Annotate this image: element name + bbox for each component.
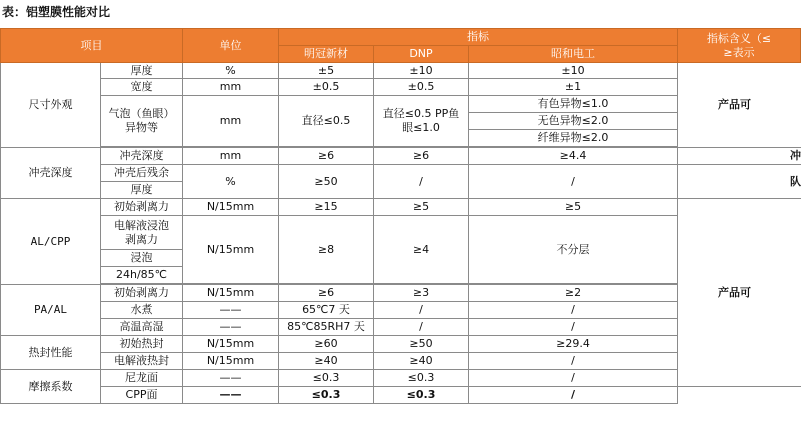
value-b3: /: [469, 165, 678, 199]
meaning-residual: 队: [678, 165, 801, 199]
value-b1: ≥50: [279, 165, 374, 199]
row-label: [101, 216, 183, 250]
header-brand-dnp: DNP: [374, 46, 469, 63]
row-unit: ——: [183, 387, 279, 404]
header-meaning-line2: ≥表示: [723, 45, 755, 59]
value-b3: ±1: [469, 79, 678, 96]
row-label: CPP面: [101, 387, 183, 404]
group-al-cpp: AL/CPP: [1, 199, 101, 285]
value-b1: 65℃7 天: [279, 302, 374, 319]
row-label: 冲壳后残余: [101, 165, 183, 182]
row-label: 初始热封: [101, 336, 183, 353]
header-brand-mingguan: 明冠新材: [279, 46, 374, 63]
value-b2: ≥6: [374, 148, 469, 165]
row-label: 厚度: [101, 63, 183, 79]
value-b2: ±10: [374, 63, 469, 79]
value-b3: 纤维异物≤2.0: [469, 130, 678, 147]
value-b2: ±0.5: [374, 79, 469, 96]
meaning-product-1: 产品可: [678, 63, 801, 148]
meaning-product-2: 产品可: [678, 199, 801, 387]
row-unit: N/15mm: [183, 336, 279, 353]
value-b2: /: [374, 319, 469, 336]
value-b3: ≥4.4: [469, 148, 678, 165]
group-pa-al: PA/AL: [1, 285, 101, 336]
row-unit: %: [183, 63, 279, 79]
value-b3: 不分层: [469, 216, 678, 284]
value-b1: 直径≤0.5: [279, 96, 374, 147]
row-unit: N/15mm: [183, 353, 279, 370]
row-label: [101, 96, 183, 147]
value-b1: ≤0.3: [279, 370, 374, 387]
row-unit: mm: [183, 148, 279, 165]
row-label: 电解液热封: [101, 353, 183, 370]
header-unit: 单位: [183, 29, 279, 63]
row-label-line: 剥离力: [125, 232, 158, 246]
group-size-appearance: 尺寸外观: [1, 63, 101, 148]
value-b3: /: [469, 302, 678, 319]
row-label: 尼龙面: [101, 370, 183, 387]
value-b1: ±5: [279, 63, 374, 79]
row-unit: ——: [183, 302, 279, 319]
value-b1: 85℃85RH7 天: [279, 319, 374, 336]
row-unit: N/15mm: [183, 216, 279, 284]
row-unit: ——: [183, 370, 279, 387]
value-b3: 无色异物≤2.0: [469, 113, 678, 130]
row-unit: N/15mm: [183, 199, 279, 216]
value-b2: ≥3: [374, 285, 469, 302]
row-unit: %: [183, 165, 279, 199]
row-label: 24h/85℃: [101, 267, 183, 284]
value-b3: 有色异物≤1.0: [469, 96, 678, 113]
value-b3: ±10: [469, 63, 678, 79]
value-b2: ≤0.3: [374, 370, 469, 387]
value-b3: /: [469, 319, 678, 336]
value-b1: ≥6: [279, 285, 374, 302]
value-b3: ≥29.4: [469, 336, 678, 353]
group-friction: 摩擦系数: [1, 370, 101, 404]
value-b1: ±0.5: [279, 79, 374, 96]
row-label: 高温高湿: [101, 319, 183, 336]
value-b3: /: [469, 353, 678, 370]
group-heat-seal: 热封性能: [1, 336, 101, 370]
row-label: 水煮: [101, 302, 183, 319]
row-unit: ——: [183, 319, 279, 336]
value-b2: /: [374, 302, 469, 319]
value-b2: [374, 96, 469, 147]
value-line: 眼≤1.0: [402, 121, 440, 134]
header-item: 项目: [1, 29, 183, 63]
value-b3: ≥2: [469, 285, 678, 302]
row-label: 冲壳深度: [101, 148, 183, 165]
value-b1: ≤0.3: [279, 387, 374, 404]
value-b3: /: [469, 387, 678, 404]
value-line: 直径≤0.5 PP鱼: [382, 107, 460, 120]
value-b2: ≥40: [374, 353, 469, 370]
row-label: 初始剥离力: [101, 199, 183, 216]
value-b3: /: [469, 370, 678, 387]
row-unit: N/15mm: [183, 285, 279, 302]
row-label: 初始剥离力: [101, 285, 183, 302]
value-b2: /: [374, 165, 469, 199]
aluminum-plastic-film-comparison-table: [0, 28, 801, 404]
value-b1: ≥40: [279, 353, 374, 370]
row-label: 厚度: [101, 182, 183, 199]
row-label: 浸泡: [101, 250, 183, 267]
group-punch-depth: 冲壳深度: [1, 148, 101, 199]
value-b2: ≥50: [374, 336, 469, 353]
value-b1: ≥6: [279, 148, 374, 165]
value-b2: ≤0.3: [374, 387, 469, 404]
value-b3: ≥5: [469, 199, 678, 216]
row-unit: mm: [183, 96, 279, 147]
table-caption: 表：铝塑膜性能对比: [2, 5, 111, 19]
value-b2: ≥5: [374, 199, 469, 216]
row-label: 宽度: [101, 79, 183, 96]
value-b2: ≥4: [374, 216, 469, 284]
row-label-line: 气泡（鱼眼）: [108, 107, 175, 120]
header-brand-showa: 昭和电工: [469, 46, 678, 63]
header-indicator: 指标: [279, 29, 678, 46]
row-label-line: 电解液浸泡: [114, 218, 169, 232]
value-b1: ≥60: [279, 336, 374, 353]
row-unit: mm: [183, 79, 279, 96]
value-b1: ≥8: [279, 216, 374, 284]
header-meaning-line1: 指标含义（≤: [706, 31, 772, 45]
meaning-depth: 冲: [678, 148, 801, 165]
row-label-line: 异物等: [125, 121, 158, 134]
header-meaning: [678, 29, 801, 63]
value-b1: ≥15: [279, 199, 374, 216]
